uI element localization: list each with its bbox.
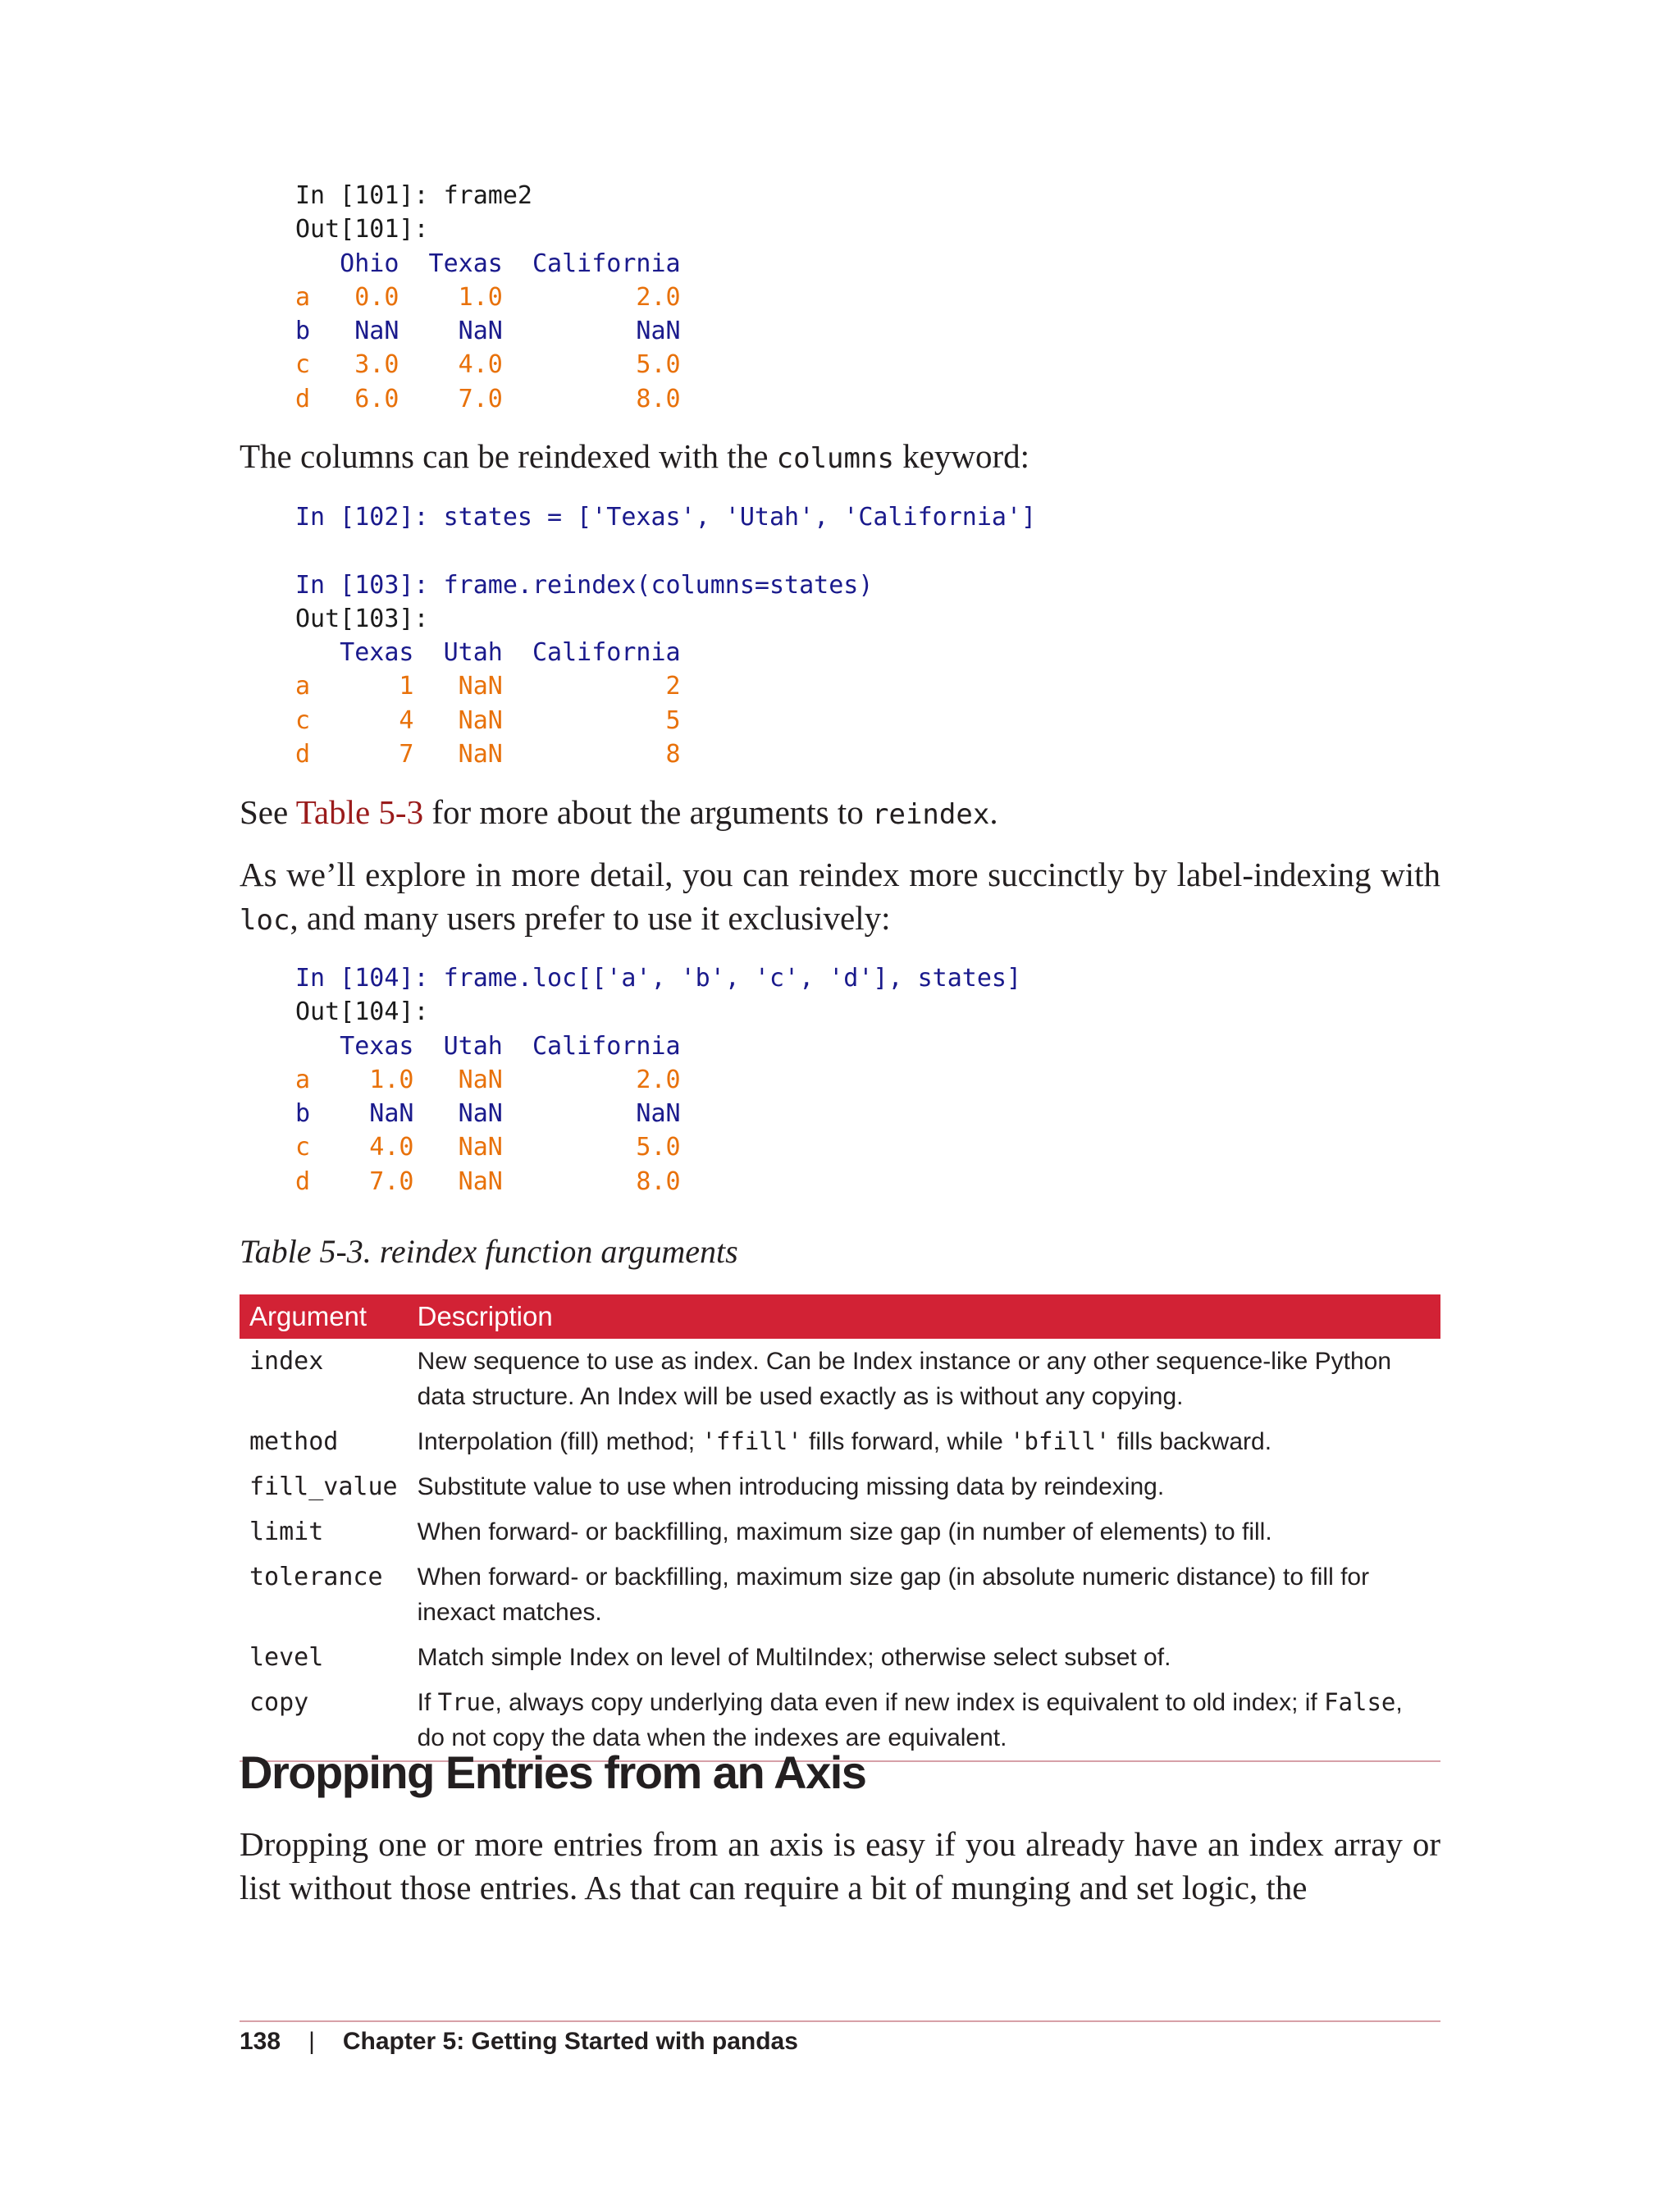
dataframe-row: c 4.0 NaN 5.0 bbox=[295, 1133, 681, 1162]
description-cell: Match simple Index on level of MultiIndex; otherwise select subset of. bbox=[417, 1644, 1171, 1671]
argument-cell: index bbox=[249, 1347, 324, 1376]
paragraph-loc-indexing bbox=[240, 853, 1440, 943]
dataframe-row: d 7 NaN 8 bbox=[295, 740, 681, 769]
inline-code: columns bbox=[776, 442, 894, 475]
section-heading: Dropping Entries from an Axis bbox=[240, 1746, 866, 1798]
table-row bbox=[240, 1339, 1440, 1419]
dataframe-header: Texas Utah California bbox=[295, 1031, 681, 1061]
inline-code: reindex bbox=[872, 798, 990, 831]
description-cell: When forward- or backfilling, maximum size gap (in absolute numeric distance) to fill for inexact matches. bbox=[417, 1564, 1370, 1626]
dataframe-row: b NaN NaN NaN bbox=[295, 1099, 681, 1129]
paragraph-columns-reindex bbox=[240, 435, 1440, 481]
para-text: . bbox=[989, 793, 998, 831]
desc-text: If bbox=[417, 1689, 438, 1716]
code-out-prompt: Out[103]: bbox=[295, 604, 429, 633]
paragraph-see-table bbox=[240, 791, 1440, 837]
description-cell: New sequence to use as index. Can be Index instance or any other sequence-like Python data structure. An Index will be used exactly as is without any copying. bbox=[417, 1348, 1392, 1410]
dataframe-header: Texas Utah California bbox=[295, 638, 681, 668]
desc-text: , do not copy the data when the indexes are equivalent. bbox=[417, 1689, 1403, 1751]
para-text: The columns can be reindexed with the bbox=[240, 437, 777, 475]
column-header-argument: Argument bbox=[240, 1294, 408, 1339]
inline-code: 'bfill' bbox=[1010, 1427, 1111, 1455]
argument-cell: fill_value bbox=[249, 1472, 398, 1501]
inline-code: loc bbox=[240, 904, 290, 937]
dataframe-header: Ohio Texas California bbox=[295, 249, 681, 278]
dataframe-row: b NaN NaN NaN bbox=[295, 317, 681, 346]
page-footer bbox=[240, 2028, 798, 2056]
dataframe-row: d 7.0 NaN 8.0 bbox=[295, 1166, 681, 1196]
table-row bbox=[240, 1509, 1440, 1554]
page-number: 138 bbox=[240, 2028, 281, 2055]
para-text: for more about the arguments to bbox=[423, 793, 873, 831]
code-in-line: In [103]: frame.reindex(columns=states) bbox=[295, 570, 874, 600]
dataframe-row: a 1.0 NaN 2.0 bbox=[295, 1065, 681, 1094]
chapter-title: Chapter 5: Getting Started with pandas bbox=[342, 2028, 798, 2055]
description-cell: When forward- or backfilling, maximum size gap (in number of elements) to fill. bbox=[417, 1518, 1272, 1545]
dataframe-row: a 1 NaN 2 bbox=[295, 672, 681, 701]
paragraph-dropping-entries: Dropping one or more entries from an axis is easy if you already have an index array or list without those entries. As that can require a bit of munging and set logic, the bbox=[240, 1825, 1440, 1906]
reindex-arguments-table bbox=[240, 1294, 1440, 1762]
inline-code: 'ffill' bbox=[701, 1427, 802, 1455]
code-blank-line bbox=[295, 534, 1036, 568]
para-text: keyword: bbox=[893, 437, 1030, 475]
desc-text: fills forward, while bbox=[801, 1428, 1011, 1455]
argument-cell: tolerance bbox=[249, 1563, 383, 1591]
footer-divider bbox=[240, 2020, 1440, 2022]
dataframe-row: a 0.0 1.0 2.0 bbox=[295, 282, 681, 312]
desc-text: , always copy underlying data even if new index is equivalent to old index; if bbox=[495, 1689, 1325, 1716]
argument-cell: method bbox=[249, 1427, 339, 1456]
desc-text: fills backward. bbox=[1110, 1428, 1272, 1455]
code-block-loc bbox=[295, 961, 1021, 1198]
argument-cell: level bbox=[249, 1643, 324, 1672]
code-in-line: In [102]: states = ['Texas', 'Utah', 'California'] bbox=[295, 503, 1037, 532]
code-out-prompt: Out[104]: bbox=[295, 998, 429, 1027]
inline-code: True bbox=[437, 1688, 495, 1716]
table-cross-reference-link[interactable]: Table 5-3 bbox=[295, 793, 424, 831]
table-row bbox=[240, 1554, 1440, 1635]
para-text: As we’ll explore in more detail, you can reindex more succinctly by label-indexing with bbox=[240, 856, 1440, 893]
code-block-frame2 bbox=[295, 179, 681, 416]
table-row bbox=[240, 1464, 1440, 1509]
table-caption: Table 5-3. reindex function arguments bbox=[240, 1233, 738, 1270]
column-header-description: Description bbox=[408, 1294, 1440, 1339]
code-in-line: In [104]: frame.loc[['a', 'b', 'c', 'd'], states] bbox=[295, 964, 1022, 993]
inline-code: False bbox=[1324, 1688, 1396, 1716]
description-cell bbox=[408, 1419, 1440, 1464]
code-in-line: In [101]: frame2 bbox=[295, 181, 532, 210]
footer-separator: | bbox=[308, 2028, 315, 2055]
desc-text: Interpolation (fill) method; bbox=[417, 1428, 702, 1455]
table-row bbox=[240, 1635, 1440, 1680]
para-text: , and many users prefer to use it exclusively: bbox=[290, 899, 891, 937]
table-header-row bbox=[240, 1294, 1440, 1339]
dataframe-row: c 3.0 4.0 5.0 bbox=[295, 350, 681, 380]
code-out-prompt: Out[101]: bbox=[295, 215, 429, 244]
para-text: See bbox=[240, 793, 296, 831]
code-block-reindex-columns bbox=[295, 500, 1036, 771]
argument-cell: limit bbox=[249, 1518, 324, 1546]
argument-cell: copy bbox=[249, 1688, 309, 1717]
description-cell: Substitute value to use when introducing missing data by reindexing. bbox=[417, 1473, 1165, 1500]
dataframe-row: d 6.0 7.0 8.0 bbox=[295, 384, 681, 413]
table-row bbox=[240, 1419, 1440, 1464]
dataframe-row: c 4 NaN 5 bbox=[295, 705, 681, 735]
